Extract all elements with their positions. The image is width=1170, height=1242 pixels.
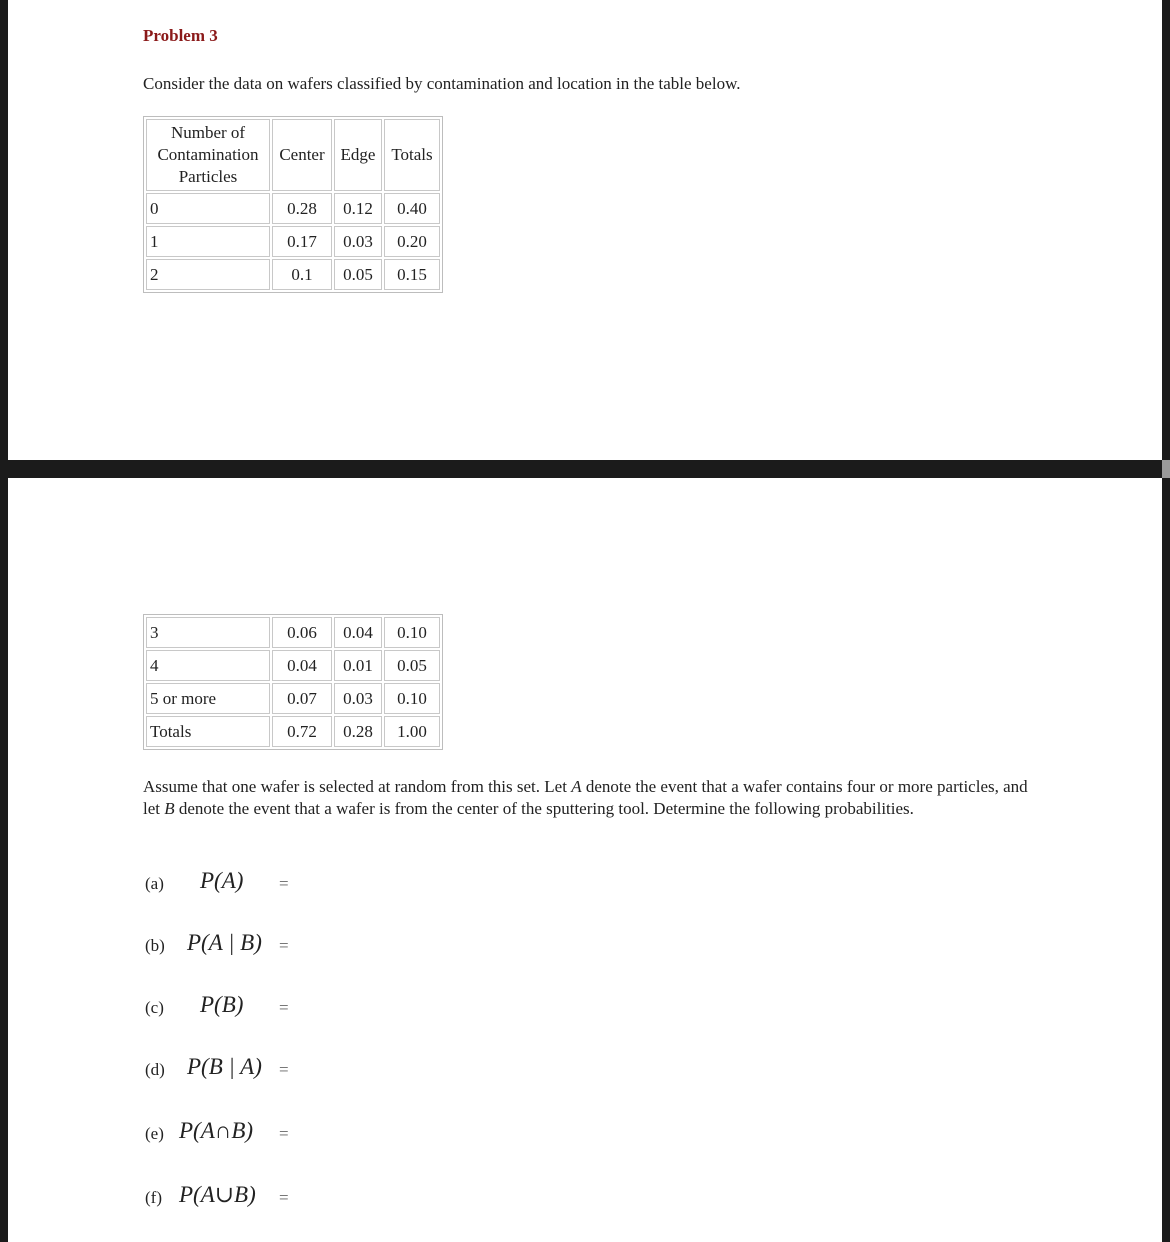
cell-edge: 0.12 xyxy=(334,193,382,224)
question-label: (a) xyxy=(145,874,164,893)
question-label: (e) xyxy=(145,1124,164,1143)
question-expression: P(B | A) xyxy=(187,1054,262,1079)
question-a xyxy=(145,864,365,904)
document-page-1 xyxy=(8,0,1162,460)
question-d xyxy=(145,1050,365,1090)
question-e xyxy=(145,1114,365,1154)
cell-center: 0.04 xyxy=(272,650,332,681)
question-b xyxy=(145,926,365,966)
problem-statement xyxy=(143,776,1043,820)
table-row xyxy=(146,716,440,747)
table-header-row xyxy=(146,119,440,191)
row-label: 0 xyxy=(146,193,270,224)
question-expression: P(A∪B) xyxy=(179,1182,256,1207)
cell-center: 0.06 xyxy=(272,617,332,648)
cell-edge: 0.01 xyxy=(334,650,382,681)
header-line-1: Number of xyxy=(170,123,246,142)
question-c xyxy=(145,988,365,1028)
row-label: 5 or more xyxy=(146,683,270,714)
scrollbar-segment[interactable] xyxy=(1162,460,1170,478)
question-label: (c) xyxy=(145,998,164,1017)
table-row xyxy=(146,650,440,681)
table-row xyxy=(146,259,440,290)
cell-total: 0.10 xyxy=(384,617,440,648)
header-line-2: Contamination xyxy=(157,145,259,164)
question-expression: P(B) xyxy=(200,992,244,1017)
cell-center: 0.1 xyxy=(272,259,332,290)
cell-total: 0.40 xyxy=(384,193,440,224)
equals-sign: = xyxy=(279,936,289,955)
table-row xyxy=(146,683,440,714)
equals-sign: = xyxy=(279,1060,289,1079)
cell-total: 1.00 xyxy=(384,716,440,747)
question-label: (f) xyxy=(145,1188,162,1207)
header-line-3: Particles xyxy=(178,167,238,186)
question-f xyxy=(145,1178,365,1218)
contamination-table-part-2 xyxy=(143,614,443,750)
document-page-2 xyxy=(8,478,1162,1242)
contamination-table-part-1 xyxy=(143,116,443,293)
question-expression: P(A) xyxy=(200,868,244,893)
cell-edge: 0.28 xyxy=(334,716,382,747)
cell-total: 0.15 xyxy=(384,259,440,290)
equals-sign: = xyxy=(279,874,289,893)
cell-edge: 0.04 xyxy=(334,617,382,648)
header-center: Center xyxy=(272,119,332,191)
cell-center: 0.07 xyxy=(272,683,332,714)
table-row xyxy=(146,193,440,224)
variable-b: B xyxy=(164,799,175,818)
row-label: 2 xyxy=(146,259,270,290)
table-row xyxy=(146,226,440,257)
cell-center: 0.28 xyxy=(272,193,332,224)
variable-a: A xyxy=(571,777,582,796)
cell-total: 0.05 xyxy=(384,650,440,681)
statement-part-2: denote the event that a wafer contains four or more particles, and let xyxy=(143,777,1028,818)
question-label: (d) xyxy=(145,1060,165,1079)
statement-part-3: denote the event that a wafer is from the center of the sputtering tool. Determine the following probabilities. xyxy=(174,799,914,818)
equals-sign: = xyxy=(279,1188,289,1207)
row-label: 4 xyxy=(146,650,270,681)
cell-center: 0.17 xyxy=(272,226,332,257)
row-label: 3 xyxy=(146,617,270,648)
problem-heading: Problem 3 xyxy=(143,26,218,45)
question-label: (b) xyxy=(145,936,165,955)
cell-center: 0.72 xyxy=(272,716,332,747)
header-edge: Edge xyxy=(334,119,382,191)
header-particles xyxy=(146,119,270,191)
question-expression: P(A∩B) xyxy=(179,1118,254,1143)
equals-sign: = xyxy=(279,998,289,1017)
header-totals: Totals xyxy=(384,119,440,191)
cell-edge: 0.03 xyxy=(334,226,382,257)
problem-intro: Consider the data on wafers classified by contamination and location in the table below. xyxy=(143,74,741,93)
question-expression: P(A | B) xyxy=(187,930,262,955)
row-label: 1 xyxy=(146,226,270,257)
cell-total: 0.20 xyxy=(384,226,440,257)
table-row xyxy=(146,617,440,648)
row-label: Totals xyxy=(146,716,270,747)
cell-total: 0.10 xyxy=(384,683,440,714)
cell-edge: 0.05 xyxy=(334,259,382,290)
statement-part-1: Assume that one wafer is selected at random from this set. Let xyxy=(143,777,572,796)
cell-edge: 0.03 xyxy=(334,683,382,714)
equals-sign: = xyxy=(279,1124,289,1143)
